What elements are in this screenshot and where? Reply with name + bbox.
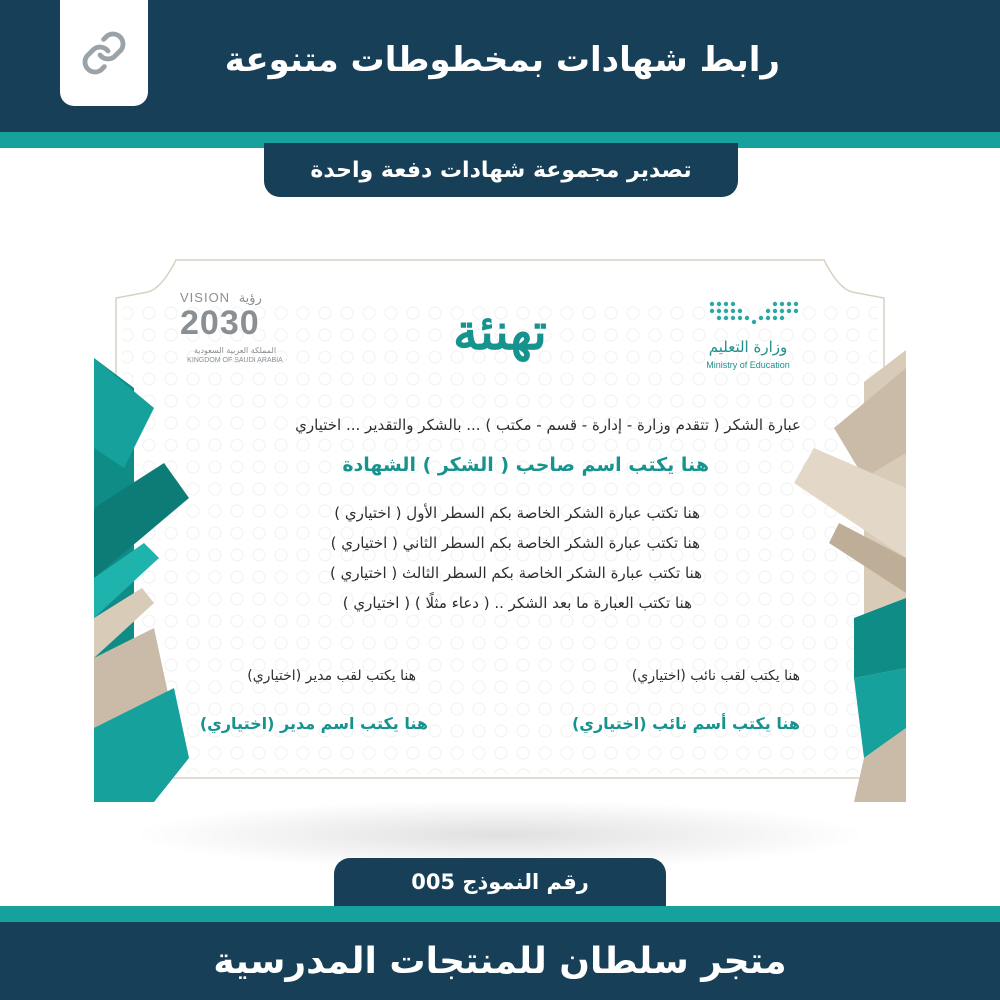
body-line-2: هنا تكتب عبارة الشكر الخاصة بكم السطر الثاني ( اختياري ) [330, 534, 700, 552]
certificate-heading: تهنئة [453, 302, 547, 361]
ministry-name-en: Ministry of Education [706, 360, 790, 370]
vision-year: 2030 [180, 304, 260, 342]
manager-name: هنا يكتب اسم مدير (اختياري) [199, 714, 428, 733]
certificate-preview [94, 258, 906, 802]
vision-word: VISION [180, 290, 231, 305]
body-line-3: هنا تكتب عبارة الشكر الخاصة بكم السطر الثالث ( اختياري ) [329, 564, 702, 582]
deputy-name: هنا يكتب أسم نائب (اختياري) [571, 714, 800, 733]
ministry-name-ar: وزارة التعليم [708, 338, 788, 356]
recipient-line: هنا يكتب اسم صاحب ( الشكر ) الشهادة [342, 454, 709, 476]
model-number-badge: رقم النموذج 005 [334, 858, 666, 906]
store-name-footer: متجر سلطان للمنتجات المدرسية [0, 922, 1000, 1000]
manager-title: هنا يكتب لقب مدير (اختياري) [247, 668, 416, 684]
link-button[interactable] [60, 0, 148, 106]
subtitle-badge: تصدير مجموعة شهادات دفعة واحدة [264, 143, 738, 197]
vision-ar: رؤية [238, 290, 262, 305]
intro-line: عبارة الشكر ( تتقدم وزارة - إدارة - قسم - مكتب ) ... بالشكر والتقدير ... اختياري [295, 416, 801, 434]
page-title: رابط شهادات بمخطوطات متنوعة [224, 40, 780, 80]
ministry-dots-icon [706, 300, 802, 330]
ministry-logo [698, 300, 808, 380]
vision-2030-logo [180, 286, 300, 366]
vision-country-ar: المملكة العربية السعودية [193, 346, 277, 355]
vision-country-en: KINGDOM OF SAUDI ARABIA [187, 357, 283, 364]
footer-stripe [0, 906, 1000, 922]
deputy-title: هنا يكتب لقب نائب (اختياري) [631, 668, 800, 684]
body-line-4: هنا تكتب العبارة ما بعد الشكر .. ( دعاء مثلًا ) ( اختياري ) [342, 594, 692, 612]
link-icon [80, 29, 128, 77]
body-line-1: هنا تكتب عبارة الشكر الخاصة بكم السطر الأول ( اختياري ) [334, 504, 700, 522]
